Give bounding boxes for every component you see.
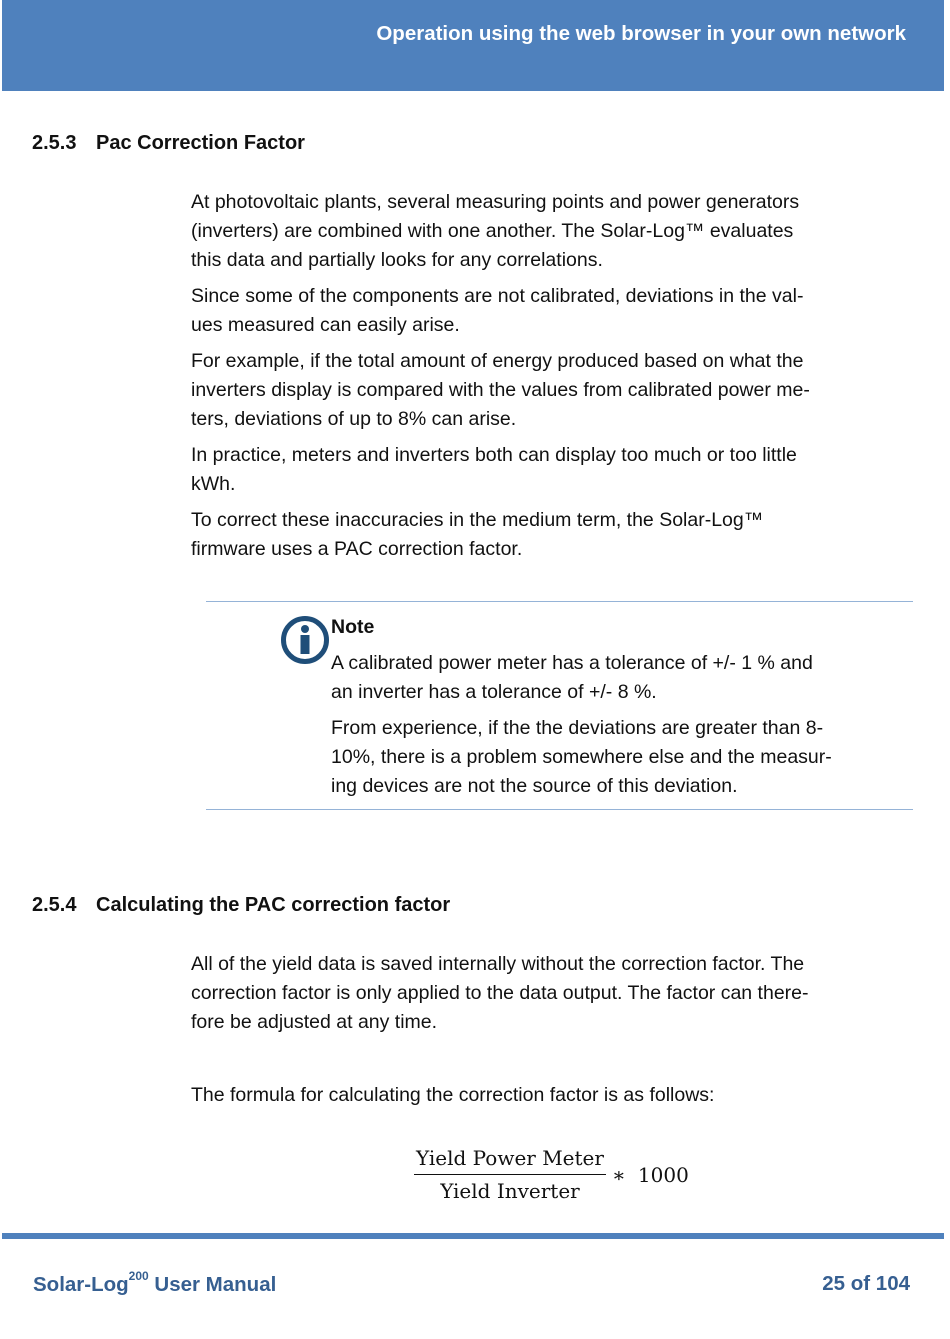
note-content (331, 613, 911, 808)
info-icon (281, 616, 329, 664)
formula-multiplier: 1000 (637, 1162, 689, 1187)
section-heading-pac-correction (32, 132, 305, 155)
paragraph: The formula for calculating the correction factor is as follows: (191, 1084, 715, 1106)
section-body (191, 1081, 911, 1117)
footer-manual-label: User Manual (148, 1272, 277, 1296)
header-title: Operation using the web browser in your own network (376, 22, 906, 45)
paragraph: To correct these inaccuracies in the medium term, the Solar-Log™ firmware uses a PAC correction factor. (191, 509, 764, 560)
header-band (2, 0, 944, 91)
paragraph: For example, if the total amount of energy produced based on what the inverters display is compared with the values from calibrated power me- ters, deviations of up to 8% can arise. (191, 350, 810, 430)
section-title: Pac Correction Factor (96, 132, 305, 154)
formula-fraction (414, 1146, 606, 1203)
note-box (206, 601, 913, 810)
note-paragraph: From experience, if the the deviations are greater than 8- 10%, there is a problem somewhere else and the measur- ing devices are not the source of this deviation. (331, 717, 832, 797)
note-paragraph: A calibrated power meter has a tolerance of +/- 1 % and an inverter has a tolerance of +/- 8 %. (331, 652, 813, 703)
section-heading-calculating (32, 894, 450, 917)
section-number: 2.5.3 (32, 132, 77, 154)
section-body (191, 950, 911, 1044)
footer-product-superscript: 200 (128, 1269, 149, 1283)
correction-formula (414, 1146, 689, 1203)
formula-denominator: Yield Inverter (440, 1179, 580, 1203)
paragraph: Since some of the components are not calibrated, deviations in the val- ues measured can easily arise. (191, 285, 804, 336)
paragraph: In practice, meters and inverters both can display too much or too little kWh. (191, 444, 797, 495)
section-number: 2.5.4 (32, 894, 77, 916)
formula-operator: ∗ (611, 1162, 626, 1187)
paragraph: At photovoltaic plants, several measuring points and power generators (inverters) are combined with one another. The Solar-Log™ evaluates this data and partially looks for any correlations. (191, 191, 800, 271)
footer-rule (2, 1233, 944, 1239)
paragraph: All of the yield data is saved internally without the correction factor. The correction factor is only applied to the data output. The factor can there- fore be adjusted at any time. (191, 953, 809, 1033)
formula-numerator: Yield Power Meter (414, 1146, 606, 1175)
note-title: Note (331, 616, 375, 638)
footer-product-title (33, 1269, 277, 1297)
footer-product: Solar-Log (33, 1272, 129, 1296)
section-body (191, 188, 911, 571)
section-title: Calculating the PAC correction factor (96, 894, 451, 916)
page-number: 25 of 104 (822, 1272, 910, 1295)
